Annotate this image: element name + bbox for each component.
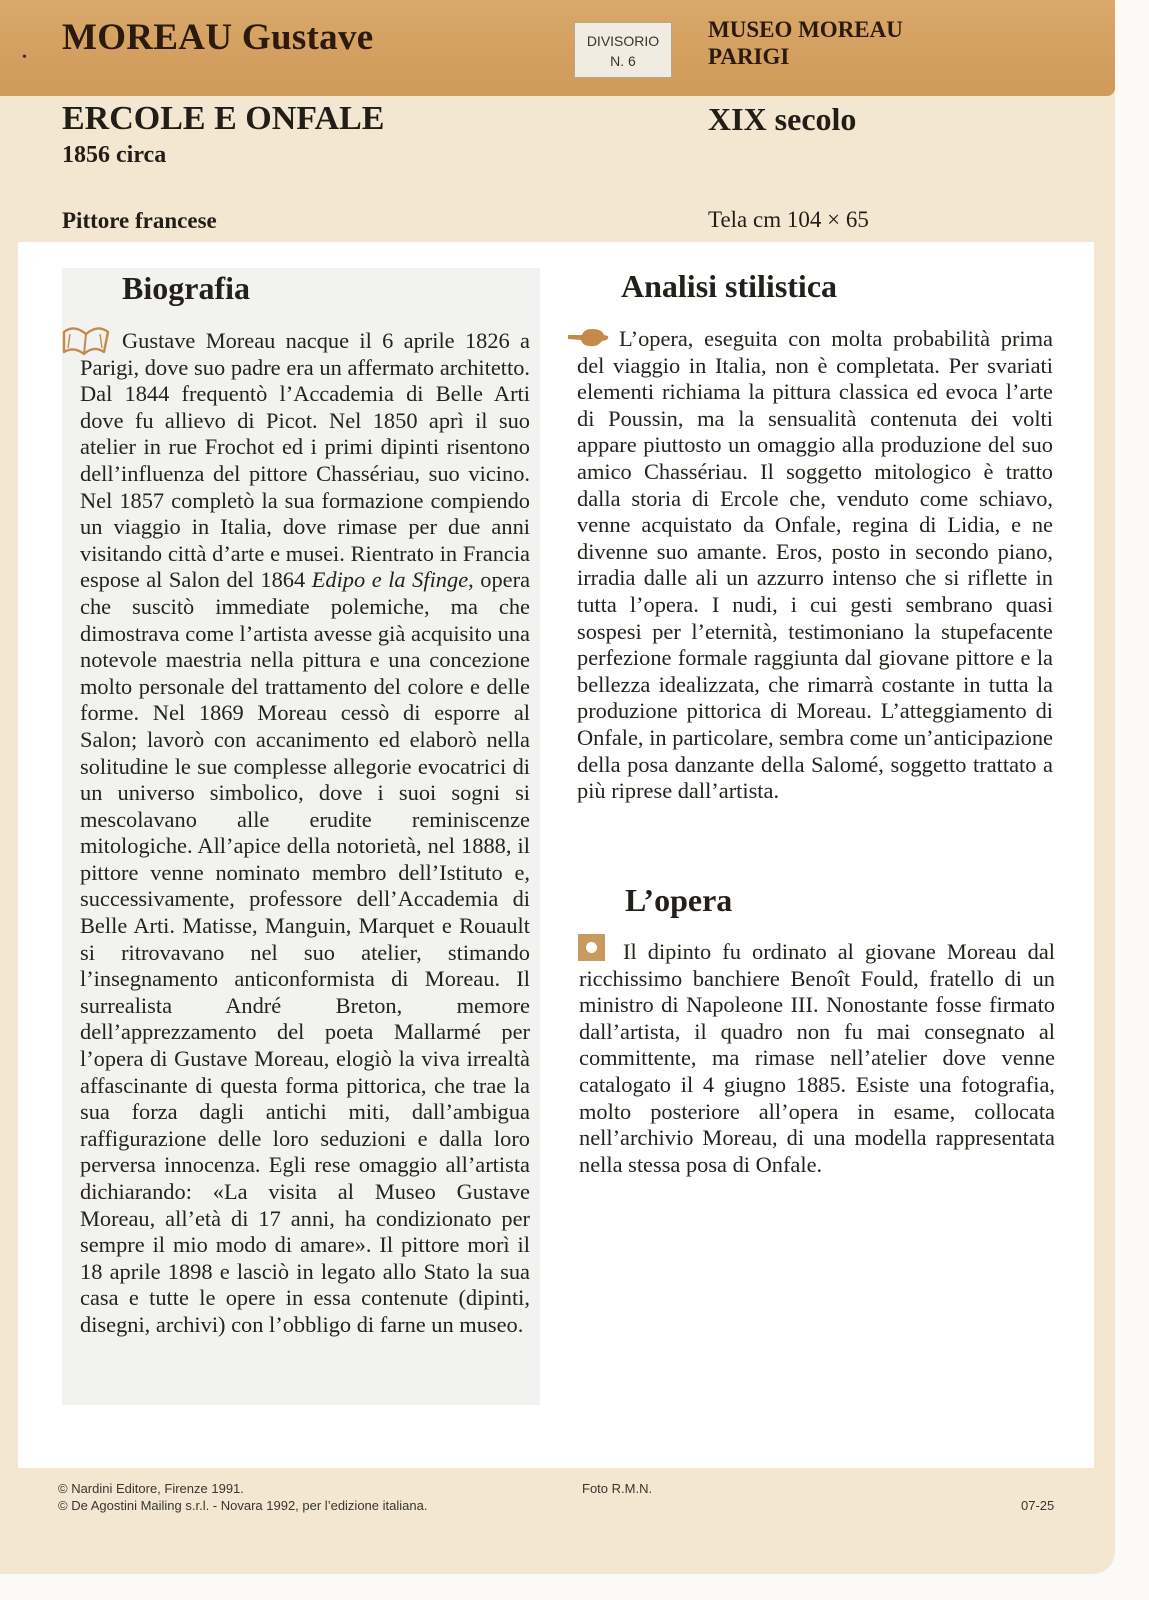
artwork-title: ERCOLE E ONFALE xyxy=(62,100,385,137)
divisorio-label: DIVISORIO xyxy=(586,33,660,49)
analisi-text: L’opera, eseguita con molta probabilità prima del viaggio in Italia, non è completata. Per svariati elementi richiama la pittura classica ed evoca l’arte di Poussin, ma la sensualità contenuta dei volti appare piuttosto un omaggio alla produzione del suo amico Chassériau. Il soggetto mitologico è tratto dalla storia di Ercole che, venduto come schiavo, venne acquistato da Onfale, regina di Lidia, e ne divenne suo amante. Eros, posto in secondo piano, irradia dalle ali un azzurro intenso che si riflette in tutta l’opera. I nudi, i cui gesti sembrano quasi sospesi per l’eternità, testimoniano la stupefacente perfezione formale raggiunta dal giovane pittore e la bellezza idealizzata, che rimarrà costante in tutta la produzione pittorica di Moreau. L’atteggiamento di Onfale, in particolare, sembra come un’anticipazione della posa danzante della Salomé, soggetto trattato a più riprese dall’artista. xyxy=(577,326,1053,804)
biografia-text-part1: Gustave Moreau nacque il 6 aprile 1826 a Parigi, dove suo padre era un affermato architetto. Dal 1844 frequentò l’Accademia di Belle Arti dove fu allievo di Picot. Nel 1850 aprì il suo atelier in rue Frochot ed i primi dipinti risentono dell’influenza del pittore Chassériau, suo vicino. Nel 1857 completò la sua formazione compiendo un viaggio in Italia, dove rimase per due anni visitando città d’arte e musei. Rientrato in Francia espose al Salon del 1864 xyxy=(80,328,530,593)
artwork-century: XIX secolo xyxy=(708,101,857,137)
opera-text: Il dipinto fu ordinato al giovane Moreau dal ricchissimo banchiere Benoît Fould, fratello di un ministro di Napoleone III. Nonostante fosse firmato dall’artista, il quadro non fu mai consegnato al committente, ma rimase nell’atelier dove venne catalogato il 4 giugno 1885. Esiste una fotografia, molto posteriore all’opera in esame, collocata nell’archivio Moreau, di una modella rappresentata nella stessa posa di Onfale. xyxy=(579,939,1055,1177)
opera-heading: L’opera xyxy=(625,882,733,918)
card-code: 07-25 xyxy=(1021,1498,1055,1513)
biografia-heading: Biografia xyxy=(122,270,250,306)
artwork-dimensions: Tela cm 104 × 65 xyxy=(708,207,869,232)
museum-city: PARIGI xyxy=(708,44,790,69)
museum-block xyxy=(708,16,903,70)
divisorio-number: N. 6 xyxy=(610,53,636,69)
edge-mark: • xyxy=(22,50,27,65)
biografia-text-part2: , opera che suscitò immediate polemiche, ma che dimostrava come l’artista avesse già acquisito una notevole maestria nella pittura e una concezione molto personale del trattamento del colore e delle forme. Nel 1869 Moreau cessò di esporre al Salon; lavorò con accanimento ed elaborò nella solitudine le sue complesse allegorie evocatrici di un universo simbolico, dove i suoi sogni si mescolavano alle erudite reminiscenze mitologiche. All’apice della notorietà, nel 1888, il pittore venne nominato membro dell’Istituto e, successivamente, professore dell’Accademia di Belle Arti. Matisse, Manguin, Marquet e Rouault si ritrovavano nel suo atelier, stimando l’insegnamento anticonformista di Moreau. Il surrealista André Breton, memore dell’apprezzamento del poeta Mallarmé per l’opera di Gustave Moreau, elogiò la viva irrealtà affascinante di questa forma pittorica, che trae la sua forza dagli antichi miti, dall’ambigua raffigurazione delle loro seduzioni e dalla loro perversa innocenza. Egli rese omaggio all’artista dichiarando: «La visita al Museo Gustave Moreau, all’età di 17 anni, ha condizionato per sempre il mio modo di amare». Il pittore morì il 18 aprile 1898 e lasciò in legato allo Stato la sua casa e tutte le opere in essa contenute (dipinti, disegni, archivi) con l’obbligo di farne un museo. xyxy=(80,567,531,1337)
artwork-date: 1856 circa xyxy=(62,142,167,168)
photo-credit: Foto R.M.N. xyxy=(582,1481,653,1496)
analisi-heading: Analisi stilistica xyxy=(621,268,838,304)
artist-nationality: Pittore francese xyxy=(62,208,217,233)
biografia-text xyxy=(80,328,530,1339)
museum-name: MUSEO MOREAU xyxy=(708,17,903,42)
credit-publisher: © Nardini Editore, Firenze 1991. xyxy=(58,1481,244,1496)
artist-name: MOREAU Gustave xyxy=(62,17,374,58)
biografia-italic-title: Edipo e la Sfinge xyxy=(311,567,469,593)
credit-edition: © De Agostini Mailing s.r.l. - Novara 1992, per l’edizione italiana. xyxy=(58,1498,428,1513)
divisorio-box xyxy=(574,22,672,78)
